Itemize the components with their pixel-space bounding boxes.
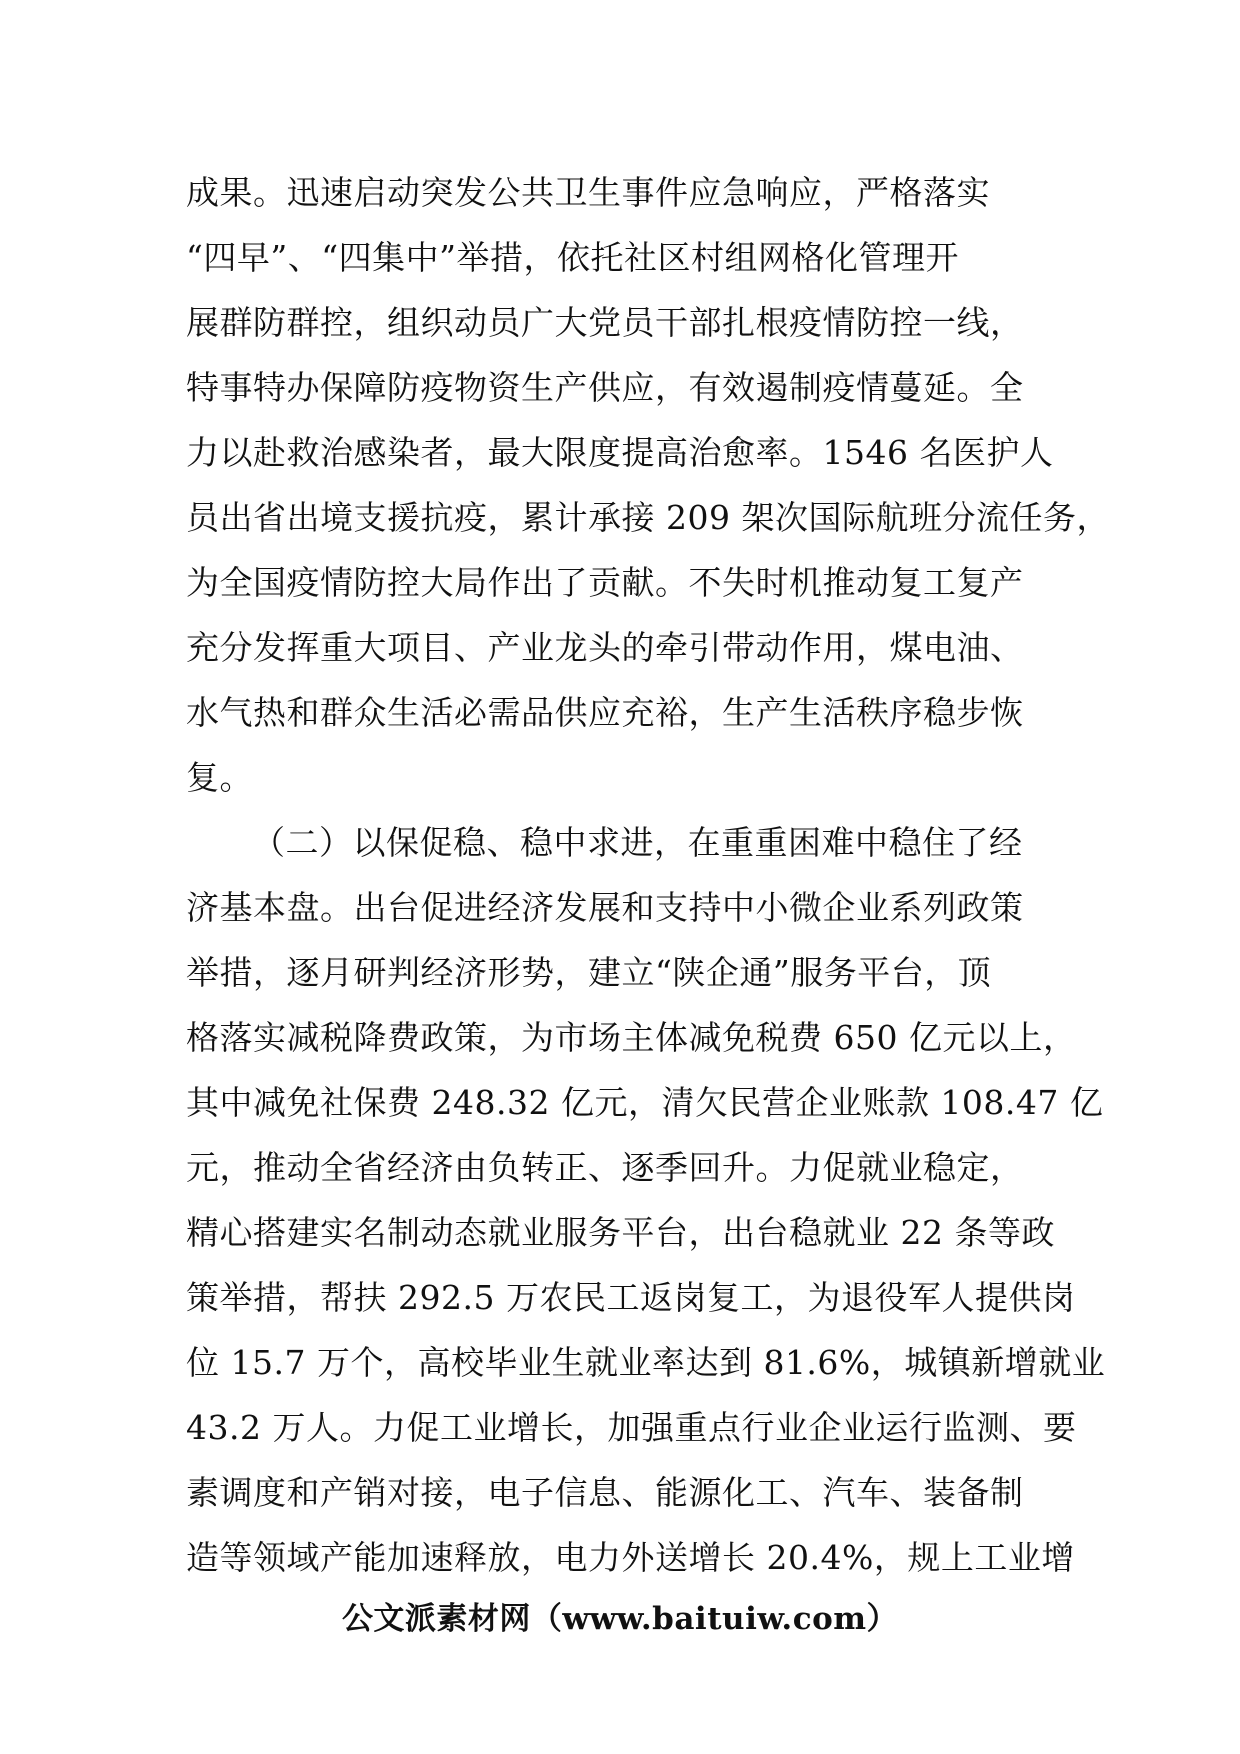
text-line-4: 特事特办保障防疫物资生产供应，有效遏制疫情蔓延。全 [186,368,1024,407]
text-line-10: 复。 [186,758,253,797]
text-line-13: 举措，逐月研判经济形势，建立“陕企通”服务平台，顶 [186,953,992,992]
section-heading-line: （二）以保促稳、稳中求进，在重重困难中稳住了经 [252,823,1023,862]
text-line-7: 为全国疫情防控大局作出了贡献。不失时机推动复工复产 [186,563,1024,602]
text-line-6: 员出省出境支援抗疫，累计承接 209 架次国际航班分流任务， [186,498,1110,537]
text-line-15: 其中减免社保费 248.32 亿元，清欠民营企业账款 108.47 亿 [186,1083,1104,1122]
document-body [186,160,1110,1590]
text-line-20: 43.2 万人。力促工业增长，加强重点行业企业运行监测、要 [186,1408,1077,1447]
text-line-16: 元，推动全省经济由负转正、逐季回升。力促就业稳定， [186,1148,1024,1187]
footer-watermark-text: 公文派素材网（www.baituiw.com） [341,1601,899,1637]
text-line-9: 水气热和群众生活必需品供应充裕，生产生活秩序稳步恢 [186,693,1024,732]
text-line-5: 力以赴救治感染者，最大限度提高治愈率。1546 名医护人 [186,433,1054,472]
text-line-21: 素调度和产销对接，电子信息、能源化工、汽车、装备制 [186,1473,1024,1512]
text-line-1: 成果。迅速启动突发公共卫生事件应急响应，严格落实 [186,173,990,212]
text-line-14: 格落实减税降费政策，为市场主体减免税费 650 亿元以上， [186,1018,1077,1057]
text-line-2: “四早”、“四集中”举措，依托社区村组网格化管理开 [186,238,959,277]
text-line-22: 造等领域产能加速释放，电力外送增长 20.4%，规上工业增 [186,1538,1075,1577]
text-line-8: 充分发挥重大项目、产业龙头的牵引带动作用，煤电油、 [186,628,1024,667]
text-line-18: 策举措，帮扶 292.5 万农民工返岗复工，为退役军人提供岗 [186,1278,1076,1317]
text-line-17: 精心搭建实名制动态就业服务平台，出台稳就业 22 条等政 [186,1213,1055,1252]
text-line-3: 展群防群控，组织动员广大党员干部扎根疫情防控一线， [186,303,1024,342]
text-line-12: 济基本盘。出台促进经济发展和支持中小微企业系列政策 [186,888,1024,927]
text-line-19: 位 15.7 万个，高校毕业生就业率达到 81.6%，城镇新增就业 [186,1343,1106,1382]
